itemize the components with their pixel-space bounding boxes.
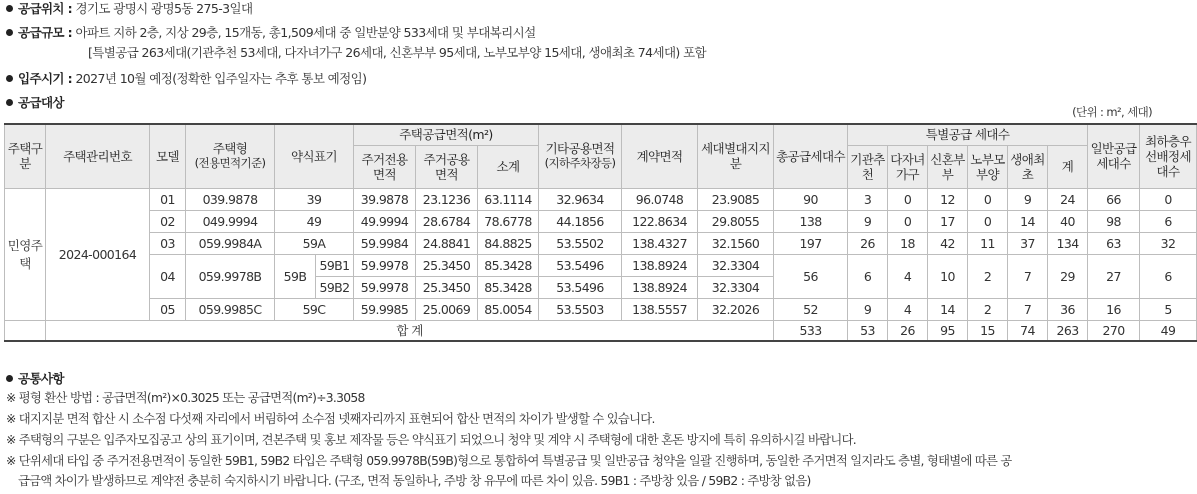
move-in-date xyxy=(6,70,366,88)
common-cell: 25.3450 xyxy=(416,276,478,298)
general-cell: 66 xyxy=(1088,188,1140,210)
newlywed-cell: 12 xyxy=(928,188,968,210)
category-cell: 민영주택 xyxy=(5,188,46,320)
elderly-cell: 15 xyxy=(968,320,1008,341)
unit-note: (단위 : m², 세대) xyxy=(1072,105,1152,119)
header-sum: 계 xyxy=(1048,145,1088,188)
model-cell: 05 xyxy=(150,298,186,320)
general-cell: 63 xyxy=(1088,232,1140,254)
header-special: 특별공급 세대수 xyxy=(848,124,1088,145)
total-cell: 533 xyxy=(774,320,848,341)
inst-cell: 3 xyxy=(848,188,888,210)
type-cell: 059.9984A xyxy=(186,232,275,254)
header-first: 생애최초 xyxy=(1008,145,1048,188)
other-cell: 32.9634 xyxy=(539,188,622,210)
header-top-floor: 최하층우선배정세대수 xyxy=(1140,124,1197,188)
contract-cell: 138.4327 xyxy=(622,232,698,254)
header-model: 모델 xyxy=(150,124,186,188)
land-cell: 32.2026 xyxy=(698,298,774,320)
elderly-cell: 0 xyxy=(968,188,1008,210)
notes-title xyxy=(6,370,64,388)
sub-abbr-cell: 59B1 xyxy=(316,254,354,276)
multi-cell: 18 xyxy=(888,232,928,254)
model-cell: 03 xyxy=(150,232,186,254)
multi-cell: 0 xyxy=(888,210,928,232)
total-spacer xyxy=(5,320,46,341)
land-cell: 23.9085 xyxy=(698,188,774,210)
header-house-type-sub: (전용면적기준) xyxy=(194,156,266,171)
inst-cell: 53 xyxy=(848,320,888,341)
supply-target xyxy=(6,94,64,112)
move-in-value: 2027년 10월 예정(정확한 입주일자는 추후 통보 예정임) xyxy=(75,71,367,86)
supply-scale-value: 아파트 지하 2층, 지상 29층, 15개동, 총1,509세대 중 일반분양 533세대 및 부대복리시설 xyxy=(75,25,536,40)
abbr-cell: 39 xyxy=(275,188,354,210)
elderly-cell: 2 xyxy=(968,298,1008,320)
total-row xyxy=(5,320,1197,341)
newlywed-cell: 42 xyxy=(928,232,968,254)
top-cell: 0 xyxy=(1140,188,1197,210)
header-house-type xyxy=(186,124,275,188)
subtotal-cell: 85.0054 xyxy=(478,298,539,320)
first-cell: 7 xyxy=(1008,254,1048,298)
bullet-icon xyxy=(6,5,13,12)
header-general: 일반공급세대수 xyxy=(1088,124,1140,188)
common-cell: 28.6784 xyxy=(416,210,478,232)
supply-target-label: 공급대상 xyxy=(18,95,64,110)
newlywed-cell: 14 xyxy=(928,298,968,320)
table-row xyxy=(5,210,1197,232)
abbr-cell: 49 xyxy=(275,210,354,232)
sum-cell: 263 xyxy=(1048,320,1088,341)
subtotal-cell: 85.3428 xyxy=(478,254,539,276)
top-cell: 6 xyxy=(1140,254,1197,298)
inst-cell: 9 xyxy=(848,298,888,320)
first-cell: 14 xyxy=(1008,210,1048,232)
common-cell: 25.0069 xyxy=(416,298,478,320)
general-cell: 98 xyxy=(1088,210,1140,232)
supply-scale-label: 공급규모 : xyxy=(18,25,73,40)
inst-cell: 9 xyxy=(848,210,888,232)
other-cell: 53.5502 xyxy=(539,232,622,254)
header-other-common-label: 기타공용면적 xyxy=(545,141,615,157)
multi-cell: 0 xyxy=(888,188,928,210)
header-multi: 다자녀가구 xyxy=(888,145,928,188)
notes-title-label: 공통사항 xyxy=(18,371,64,386)
note-item: ※ 주택형의 구분은 입주자모집공고 상의 표기이며, 견본주택 및 홍보 제작물 등은 약식표기 되었으니 청약 및 계약 시 주택형에 대한 혼돈 방지에 특히 유의하시길 바랍니다. xyxy=(6,433,856,447)
common-cell: 24.8841 xyxy=(416,232,478,254)
header-supply-area: 주택공급면적(m²) xyxy=(354,124,539,145)
general-cell: 270 xyxy=(1088,320,1140,341)
note-item: 급금액 차이가 발생하므로 계약전 충분히 숙지하시기 바랍니다. (구조, 면적 동일하나, 주방 창 유무에 따른 차이 있음. 59B1 : 주방창 있음 / 59B2 : 주방창 없음) xyxy=(18,474,811,488)
contract-cell: 122.8634 xyxy=(622,210,698,232)
header-subtotal: 소계 xyxy=(478,145,539,188)
model-cell: 04 xyxy=(150,254,186,298)
note-item: ※ 단위세대 타입 중 주거전용면적이 동일한 59B1, 59B2 타입은 주택형 059.9978B(59B)형으로 통합하여 특별공급 및 일반공급 청약을 일괄 진행하며, 동일한 주거면적 일지라도 층별, 형태별에 따른 공 xyxy=(6,454,1012,468)
abbr-cell: 59A xyxy=(275,232,354,254)
supply-location xyxy=(6,0,252,18)
top-cell: 49 xyxy=(1140,320,1197,341)
type-cell: 039.9878 xyxy=(186,188,275,210)
supply-table xyxy=(4,123,1197,342)
move-in-label: 입주시기 : xyxy=(18,71,73,86)
first-cell: 7 xyxy=(1008,298,1048,320)
note-item: ※ 대지지분 면적 합산 시 소수점 다섯째 자리에서 버림하여 소수점 넷째자리까지 표현되어 합산 면적의 차이가 발생할 수 있습니다. xyxy=(6,412,655,426)
total-cell: 56 xyxy=(774,254,848,298)
contract-cell: 96.0748 xyxy=(622,188,698,210)
first-cell: 74 xyxy=(1008,320,1048,341)
exclusive-cell: 59.9978 xyxy=(354,276,416,298)
bullet-icon xyxy=(6,375,13,382)
table-row xyxy=(5,254,1197,276)
subtotal-cell: 63.1114 xyxy=(478,188,539,210)
total-cell: 197 xyxy=(774,232,848,254)
general-cell: 16 xyxy=(1088,298,1140,320)
land-cell: 29.8055 xyxy=(698,210,774,232)
total-label: 합 계 xyxy=(46,320,774,341)
supply-scale xyxy=(6,24,536,42)
supply-location-label: 공급위치 : xyxy=(18,1,73,16)
header-house-type-label: 주택형 xyxy=(212,141,248,157)
header-elderly: 노부모부양 xyxy=(968,145,1008,188)
elderly-cell: 11 xyxy=(968,232,1008,254)
table-row xyxy=(5,188,1197,210)
header-inst: 기관추천 xyxy=(848,145,888,188)
exclusive-cell: 59.9984 xyxy=(354,232,416,254)
total-cell: 138 xyxy=(774,210,848,232)
general-cell: 27 xyxy=(1088,254,1140,298)
header-house-category: 주택구분 xyxy=(5,124,46,188)
exclusive-cell: 49.9994 xyxy=(354,210,416,232)
other-cell: 53.5503 xyxy=(539,298,622,320)
header-exclusive: 주거전용면적 xyxy=(354,145,416,188)
bullet-icon xyxy=(6,29,13,36)
contract-cell: 138.8924 xyxy=(622,276,698,298)
inst-cell: 26 xyxy=(848,232,888,254)
model-cell: 02 xyxy=(150,210,186,232)
abbr-cell: 59B xyxy=(275,254,316,298)
elderly-cell: 0 xyxy=(968,210,1008,232)
header-other-common-sub: (지하주차장등) xyxy=(544,156,616,171)
subtotal-cell: 84.8825 xyxy=(478,232,539,254)
newlywed-cell: 17 xyxy=(928,210,968,232)
supply-scale-detail: [특별공급 263세대(기관추천 53세대, 다자녀가구 26세대, 신혼부부 95세대, 노부모부양 15세대, 생애최초 74세대) 포함 xyxy=(88,45,707,60)
header-other-common xyxy=(539,124,622,188)
header-total-units: 총공급세대수 xyxy=(774,124,848,188)
mgmt-no-cell: 2024-000164 xyxy=(46,188,150,320)
first-cell: 9 xyxy=(1008,188,1048,210)
header-common: 주거공용면적 xyxy=(416,145,478,188)
header-abbr: 약식표기 xyxy=(275,124,354,188)
header-contract-area: 계약면적 xyxy=(622,124,698,188)
header-newlywed: 신혼부부 xyxy=(928,145,968,188)
type-cell: 059.9985C xyxy=(186,298,275,320)
header-land-share: 세대별대지지분 xyxy=(698,124,774,188)
multi-cell: 4 xyxy=(888,254,928,298)
bullet-icon xyxy=(6,99,13,106)
exclusive-cell: 59.9978 xyxy=(354,254,416,276)
other-cell: 53.5496 xyxy=(539,276,622,298)
land-cell: 32.1560 xyxy=(698,232,774,254)
common-cell: 25.3450 xyxy=(416,254,478,276)
contract-cell: 138.5557 xyxy=(622,298,698,320)
bullet-icon xyxy=(6,75,13,82)
exclusive-cell: 59.9985 xyxy=(354,298,416,320)
top-cell: 32 xyxy=(1140,232,1197,254)
table-row xyxy=(5,232,1197,254)
top-cell: 5 xyxy=(1140,298,1197,320)
land-cell: 32.3304 xyxy=(698,254,774,276)
first-cell: 37 xyxy=(1008,232,1048,254)
sub-abbr-cell: 59B2 xyxy=(316,276,354,298)
land-cell: 32.3304 xyxy=(698,276,774,298)
type-cell: 049.9994 xyxy=(186,210,275,232)
subtotal-cell: 78.6778 xyxy=(478,210,539,232)
top-cell: 6 xyxy=(1140,210,1197,232)
sum-cell: 36 xyxy=(1048,298,1088,320)
elderly-cell: 2 xyxy=(968,254,1008,298)
sum-cell: 29 xyxy=(1048,254,1088,298)
model-cell: 01 xyxy=(150,188,186,210)
sum-cell: 40 xyxy=(1048,210,1088,232)
sum-cell: 24 xyxy=(1048,188,1088,210)
sum-cell: 134 xyxy=(1048,232,1088,254)
table-row xyxy=(5,298,1197,320)
type-cell: 059.9978B xyxy=(186,254,275,298)
contract-cell: 138.8924 xyxy=(622,254,698,276)
note-item: ※ 평형 환산 방법 : 공급면적(m²)×0.3025 또는 공급면적(m²)÷3.3058 xyxy=(6,391,365,405)
total-cell: 90 xyxy=(774,188,848,210)
multi-cell: 26 xyxy=(888,320,928,341)
subtotal-cell: 85.3428 xyxy=(478,276,539,298)
newlywed-cell: 95 xyxy=(928,320,968,341)
common-cell: 23.1236 xyxy=(416,188,478,210)
newlywed-cell: 10 xyxy=(928,254,968,298)
header-mgmt-no: 주택관리번호 xyxy=(46,124,150,188)
inst-cell: 6 xyxy=(848,254,888,298)
multi-cell: 4 xyxy=(888,298,928,320)
supply-location-value: 경기도 광명시 광명5동 275-3일대 xyxy=(75,1,253,16)
exclusive-cell: 39.9878 xyxy=(354,188,416,210)
other-cell: 53.5496 xyxy=(539,254,622,276)
total-cell: 52 xyxy=(774,298,848,320)
abbr-cell: 59C xyxy=(275,298,354,320)
other-cell: 44.1856 xyxy=(539,210,622,232)
